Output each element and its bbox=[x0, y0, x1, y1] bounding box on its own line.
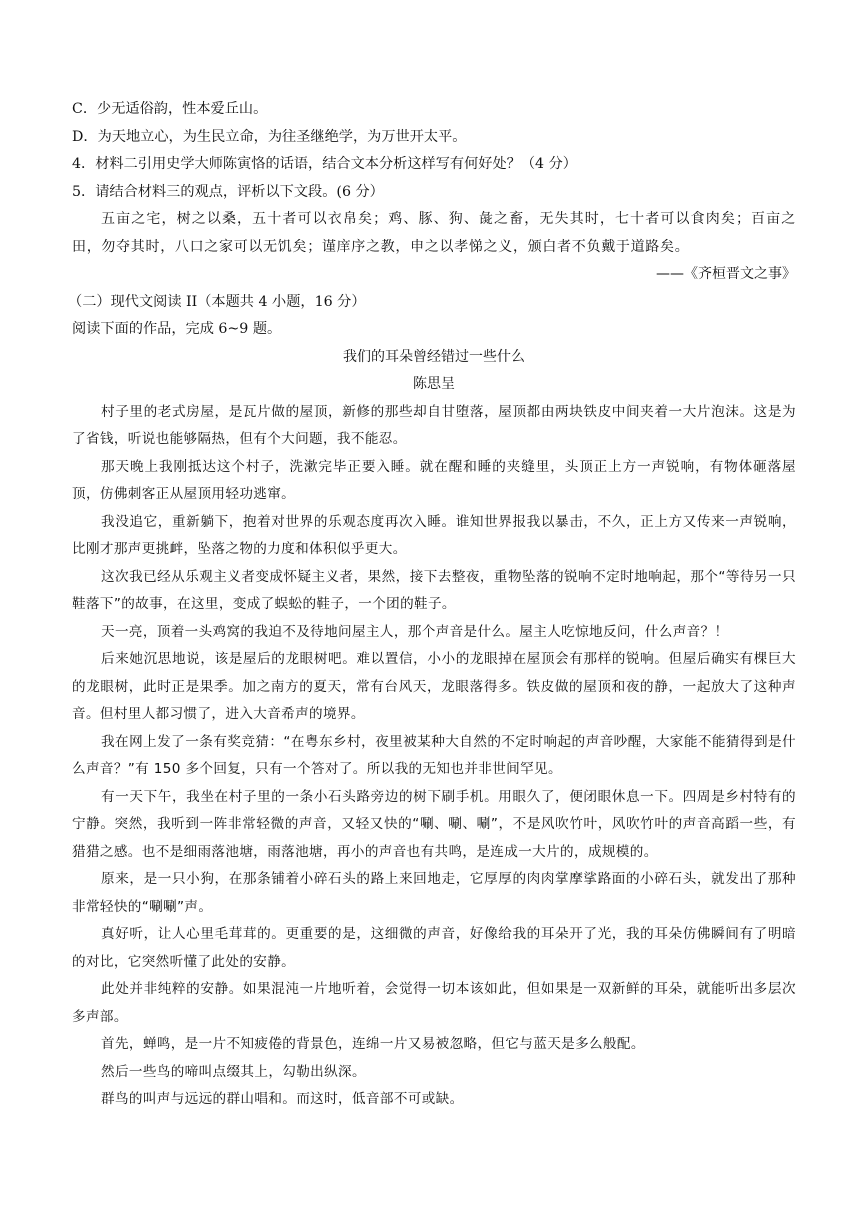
section-heading: （二）现代文阅读 II（本题共 4 小题，16 分） bbox=[68, 293, 366, 310]
article-author: 陈思呈 bbox=[413, 376, 455, 392]
article-paragraph: 这次我已经从乐观主义者变成怀疑主义者，果然，接下去整夜，重物坠落的锐响不定时地响起，那个“等待另一只鞋落下”的故事，在这里，变成了蜈蚣的鞋子，一个团的鞋子。 bbox=[72, 568, 796, 612]
article-paragraph: 天一亮，顶着一头鸡窝的我迫不及待地问屋主人，那个声音是什么。屋主人吃惊地反问，什么声音？！ bbox=[101, 623, 729, 640]
article-paragraph: 然后一些鸟的啼叫点缀其上，勾勒出纵深。 bbox=[101, 1063, 366, 1080]
question-4: 4．材料二引用史学大师陈寅恪的话语，结合文本分析这样写有何好处？（4 分） bbox=[72, 156, 577, 172]
option-c: C．少无适俗韵，性本爱丘山。 bbox=[72, 101, 268, 117]
exam-page bbox=[68, 96, 796, 1114]
article-paragraph: 群鸟的叫声与远远的群山唱和。而这时，低音部不可或缺。 bbox=[101, 1091, 464, 1107]
article-title: 我们的耳朵曾经错过一些什么 bbox=[343, 348, 525, 365]
article-paragraph: 有一天下午，我坐在村子里的一条小石头路旁边的树下刷手机。用眼久了，便闭眼休息一下。四周是乡村特有的宁静。突然，我听到一阵非常轻微的声音，又轻又快的“唰、唰、唰”，不是风吹竹叶，风吹竹叶的声音高蹈一些，有猎猎之感。也不是细雨落池塘，雨落池塘，再小的声音也有共鸣，是连成一大片的，成规模的。 bbox=[72, 788, 796, 860]
article-paragraph: 首先，蝉鸣，是一片不知疲倦的背景色，连绵一片又易被忽略，但它与蓝天是多么般配。 bbox=[101, 1036, 645, 1052]
article-paragraph: 那天晚上我刚抵达这个村子，洗漱完毕正要入睡。就在醒和睡的夹缝里，头顶正上方一声锐响，有物体砸落屋顶，仿佛刺客正从屋顶用轻功逃窜。 bbox=[72, 458, 796, 502]
article-paragraph: 真好听，让人心里毛茸茸的。更重要的是，这细微的声音，好像给我的耳朵开了光，我的耳朵仿佛瞬间有了明暗的对比，它突然听懂了此处的安静。 bbox=[72, 926, 796, 970]
section-instruction: 阅读下面的作品，完成 6~9 题。 bbox=[72, 321, 282, 337]
option-d: D．为天地立心，为生民立命，为往圣继绝学，为万世开太平。 bbox=[72, 128, 467, 145]
article-paragraph: 此处并非纯粹的安静。如果混沌一片地听着，会觉得一切本该如此，但如果是一双新鲜的耳朵，就能听出多层次多声部。 bbox=[72, 981, 796, 1025]
article-paragraph: 村子里的老式房屋，是瓦片做的屋顶，新修的那些却自甘堕落，屋顶都由两块铁皮中间夹着一大片泡沫。这是为了省钱，听说也能够隔热，但有个大问题，我不能忍。 bbox=[72, 403, 796, 447]
article-paragraph: 我没追它，重新躺下，抱着对世界的乐观态度再次入睡。谁知世界报我以暴击，不久，正上方又传来一声锐响，比刚才那声更挑衅，坠落之物的力度和体积似乎更大。 bbox=[72, 513, 796, 557]
quoted-passage: 五亩之宅，树之以桑，五十者可以衣帛矣；鸡、豚、狗、彘之畜，无失其时，七十者可以食肉矣；百亩之田，勿夺其时，八口之家可以无饥矣；谨庠序之教，申之以孝悌之义，颁白者不负戴于道路矣。 bbox=[72, 211, 796, 255]
article-paragraph: 后来她沉思地说，该是屋后的龙眼树吧。难以置信，小小的龙眼掉在屋顶会有那样的锐响。但屋后确实有棵巨大的龙眼树，此时正是果季。加之南方的夏天，常有台风天，龙眼落得多。铁皮做的屋顶和夜的静，一起放大了这种声音。但村里人都习惯了，进入大音希声的境界。 bbox=[72, 651, 796, 722]
question-5: 5．请结合材料三的观点，评析以下文段。(6 分） bbox=[72, 183, 384, 200]
quote-source: ——《齐桓晋文之事》 bbox=[656, 266, 796, 282]
article-paragraph: 我在网上发了一条有奖竞猜：“在粤东乡村，夜里被某种大自然的不定时响起的声音吵醒，大家能不能猜得到是什么声音？”有 150 多个回复，只有一个答对了。所以我的无知也并非世间罕见。 bbox=[72, 733, 796, 777]
article-paragraph: 原来，是一只小狗，在那条铺着小碎石头的路上来回地走，它厚厚的肉肉掌摩挲路面的小碎石头，就发出了那种非常轻快的“唰唰”声。 bbox=[72, 871, 796, 915]
